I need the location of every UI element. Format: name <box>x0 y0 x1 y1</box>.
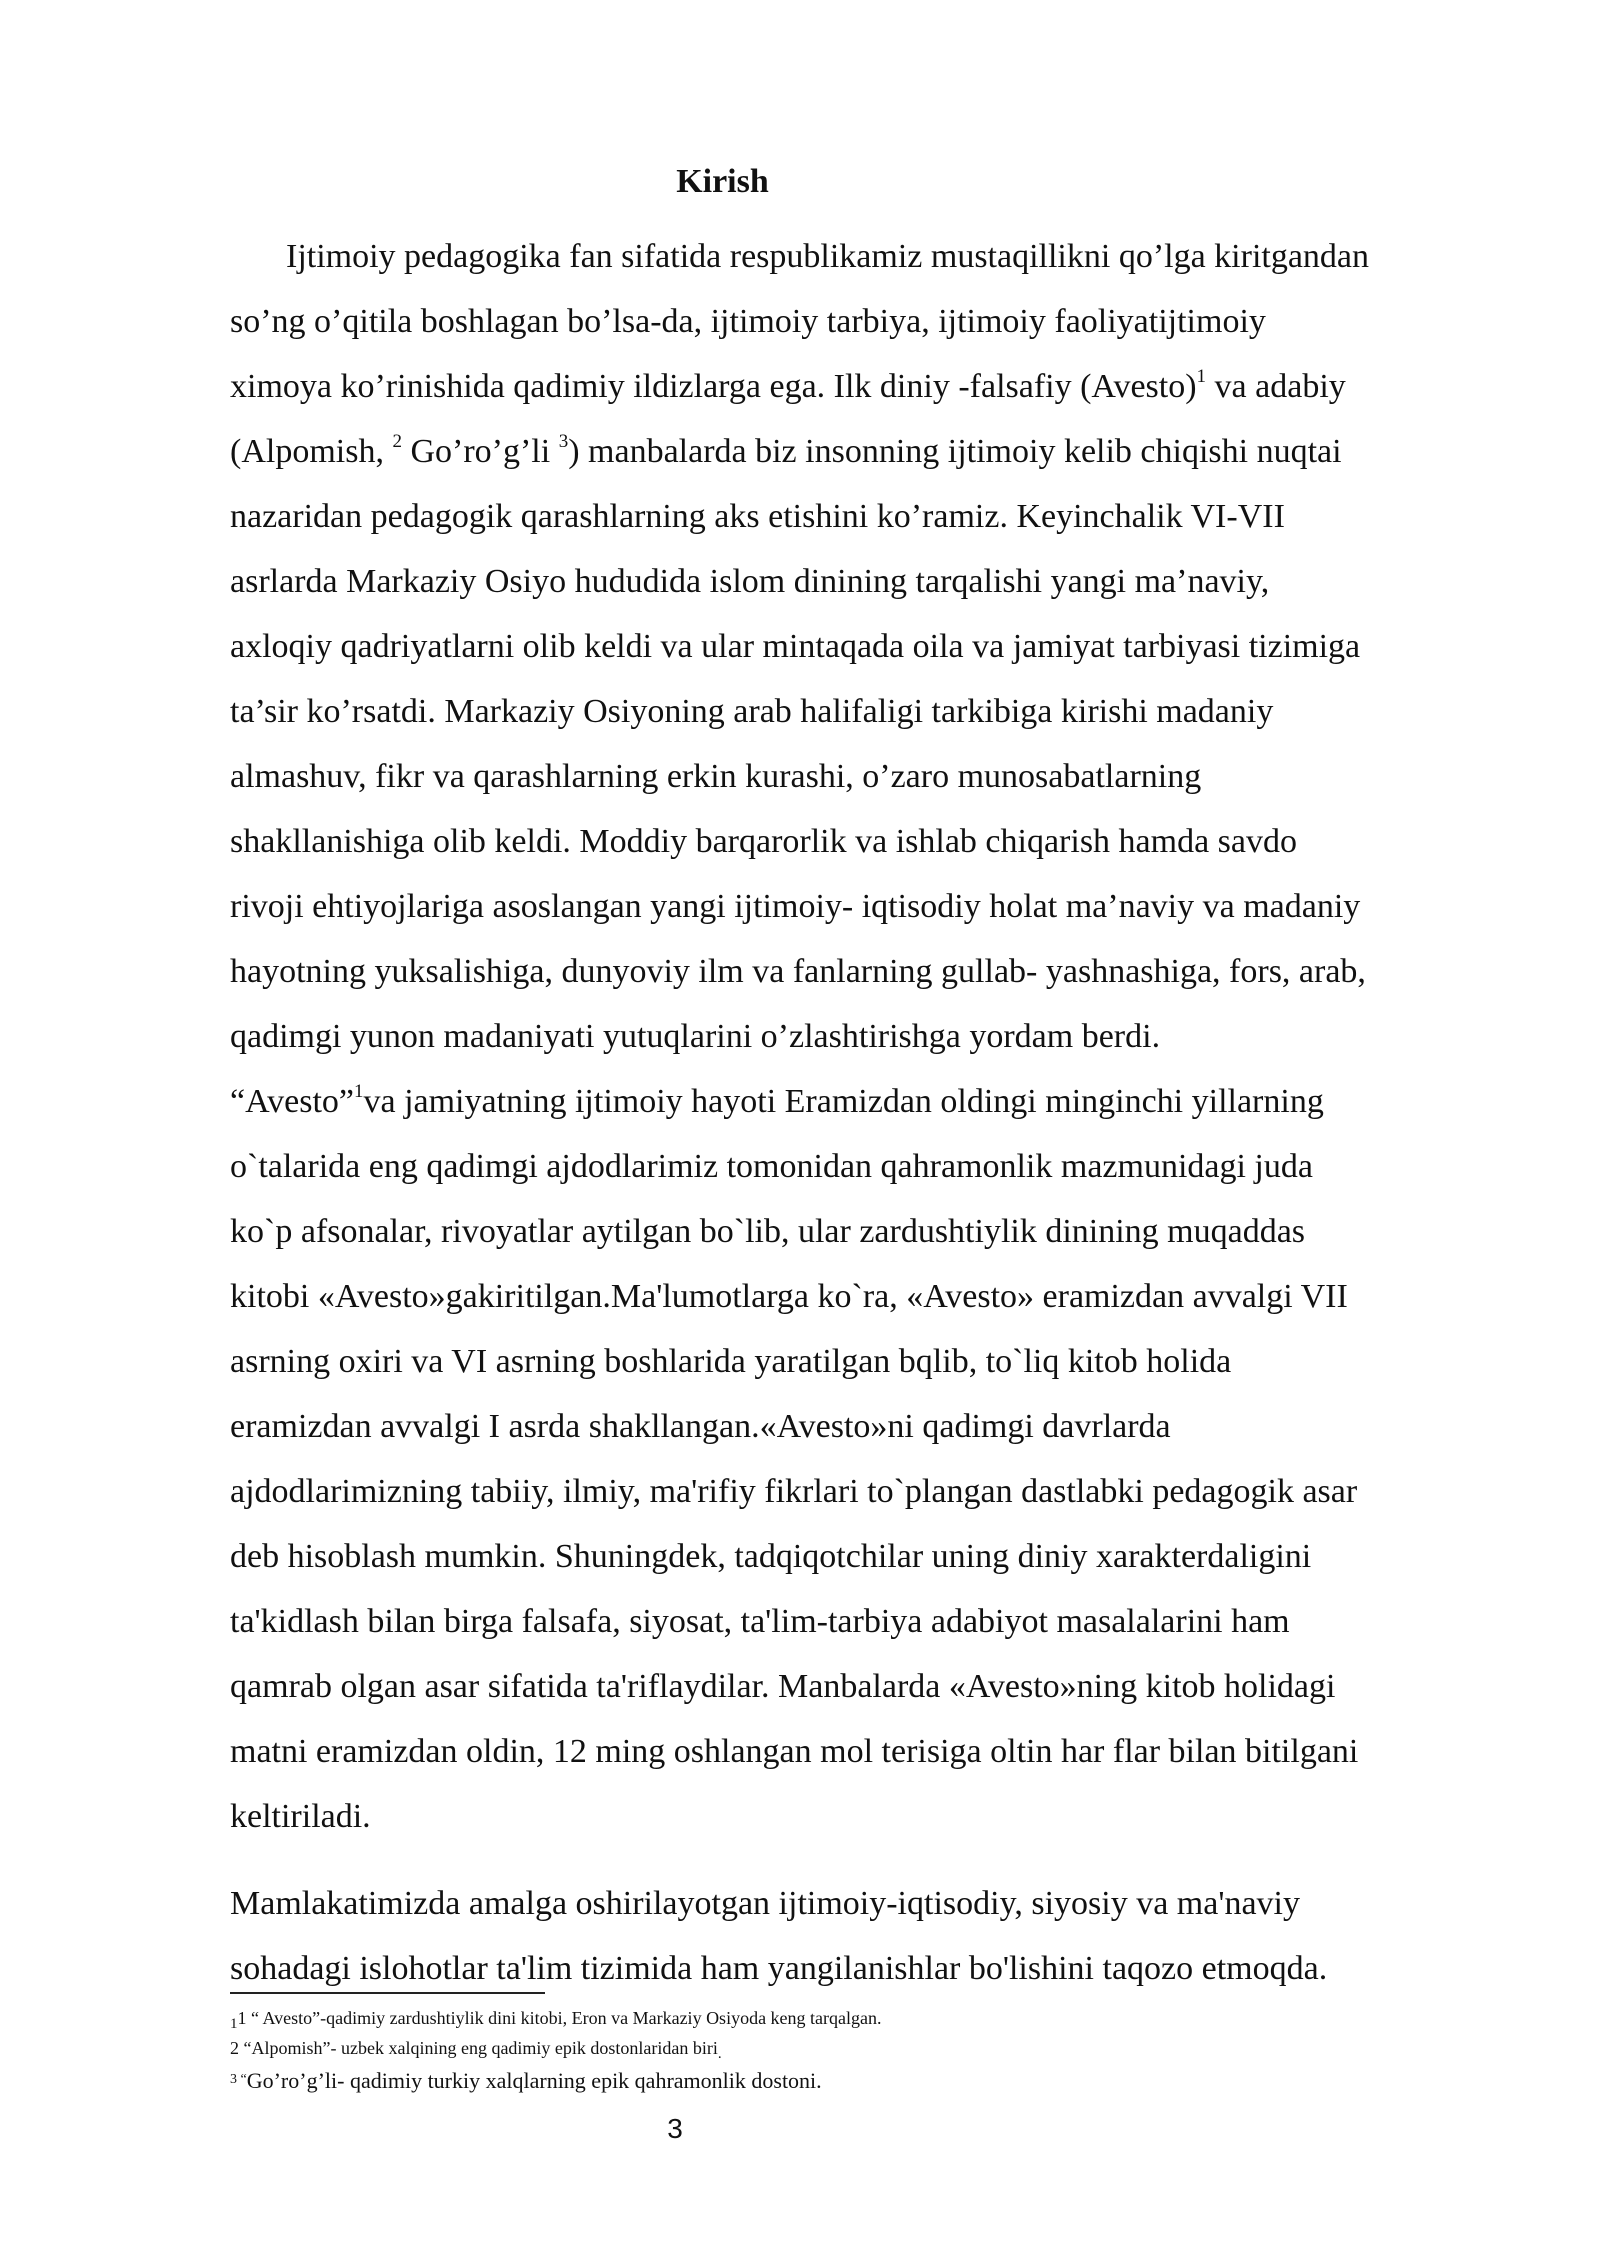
footnote-ref-3[interactable]: 3 <box>558 430 569 452</box>
text-line: matni eramizdan oldin, 12 ming oshlangan mol terisiga oltin har flar bilan bitilgani <box>230 1733 1359 1770</box>
text-line: asrlarda Markaziy Osiyo hududida islom dinining tarqalishi yangi ma’naviy, <box>230 563 1270 600</box>
text-line: axloqiy qadriyatlarni olib keldi va ular mintaqada oila va jamiyat tarbiyasi tizimiga <box>230 628 1361 665</box>
footnote-separator <box>230 1992 545 1994</box>
text-line: o`talarida eng qadimgi ajdodlarimiz tomonidan qahramonlik mazmunidagi juda <box>230 1148 1313 1185</box>
text-line: kitobi «Avesto»gakiritilgan.Ma'lumotlarga ko`ra, «Avesto» eramizdan avvalgi VII <box>230 1278 1348 1315</box>
text-line <box>230 354 1500 419</box>
text-line: ta'kidlash bilan birga falsafa, siyosat, ta'lim-tarbiya adabiyot masalalarini ham <box>230 1603 1290 1640</box>
text-line: ko`p afsonalar, rivoyatlar aytilgan bo`lib, ular zardushtiylik dinining muqaddas <box>230 1213 1306 1250</box>
footnote-text: Go’ro’g’li- qadimiy turkiy xalqlarning epik qahramonlik dostoni. <box>246 2068 822 2093</box>
footnote-ref-1[interactable]: 1 <box>1196 365 1207 387</box>
footnote-1 <box>230 2004 1500 2034</box>
text-span: va jamiyatning ijtimoiy hayoti Eramizdan oldingi minginchi yillarning <box>363 1083 1324 1120</box>
text-line: ta’sir ko’rsatdi. Markaziy Osiyoning arab halifaligi tarkibiga kirishi madaniy <box>230 693 1274 730</box>
text-line: qamrab olgan asar sifatida ta'riflaydilar. Manbalarda «Avesto»ning kitob holidagi <box>230 1668 1336 1705</box>
text-line: sohadagi islohotlar ta'lim tizimida ham yangilanishlar bo'lishini taqozo etmoqda. <box>230 1950 1328 1987</box>
text-span: (Alpomish, <box>230 433 393 470</box>
text-line: shakllanishiga olib keldi. Moddiy barqarorlik va ishlab chiqarish hamda savdo <box>230 823 1297 860</box>
text-line: deb hisoblash mumkin. Shuningdek, tadqiqotchilar uning diniy xarakterdaligini <box>230 1538 1312 1575</box>
text-line <box>230 1069 1500 1134</box>
paragraph-intro <box>230 224 1500 1069</box>
footnote-trail: . <box>717 2046 722 2062</box>
text-line: Ijtimoiy pedagogika fan sifatida respublikamiz mustaqillikni qo’lga kiritgandan <box>286 238 1370 275</box>
paragraph-avesto <box>230 1069 1500 1849</box>
text-line: so’ng o’qitila boshlagan bo’lsa-da, ijtimoiy tarbiya, ijtimoiy faoliyatijtimoiy <box>230 303 1266 340</box>
text-span: ximoya ko’rinishida qadimiy ildizlarga ega. Ilk diniy -falsafiy (Avesto) <box>230 368 1197 405</box>
text-line <box>230 419 1500 484</box>
paragraph-reforms <box>230 1871 1500 2001</box>
main-text <box>230 224 1500 2001</box>
page-title: Kirish <box>676 163 769 200</box>
text-span: va adabiy <box>1206 368 1346 405</box>
text-line: nazaridan pedagogik qarashlarning aks etishini ko’ramiz. Keyinchalik VI-VII <box>230 498 1285 535</box>
text-line: Mamlakatimizda amalga oshirilayotgan ijtimoiy-iqtisodiy, siyosiy va ma'naviy <box>230 1885 1301 1922</box>
text-line: eramizdan avvalgi I asrda shakllangan.«Avesto»ni qadimgi davrlarda <box>230 1408 1171 1445</box>
text-span: “Avesto” <box>230 1083 354 1120</box>
text-line: rivoji ehtiyojlariga asoslangan yangi ijtimoiy- iqtisodiy holat ma’naviy va madaniy <box>230 888 1361 925</box>
text-line: hayotning yuksalishiga, dunyoviy ilm va fanlarning gullab- yashnashiga, fors, arab, <box>230 953 1366 990</box>
text-line: asrning oxiri va VI asrning boshlarida yaratilgan bqlib, to`liq kitob holida <box>230 1343 1232 1380</box>
text-span: ) manbalarda biz insonning ijtimoiy kelib chiqishi nuqtai <box>568 433 1342 470</box>
footnote-3 <box>230 2064 1500 2098</box>
footnote-text: 2 “Alpomish”- uzbek xalqining eng qadimiy epik dostonlaridan biri <box>230 2038 718 2058</box>
footnote-marker: 3 “ <box>230 2072 247 2087</box>
footnotes <box>230 2004 1500 2098</box>
text-line: keltiriladi. <box>230 1798 371 1835</box>
text-line: ajdodlarimizning tabiiy, ilmiy, ma'rifiy fikrlari to`plangan dastlabki pedagogik asar <box>230 1473 1358 1510</box>
text-span: Go’ro’g’li <box>401 433 559 470</box>
text-line: qadimgi yunon madaniyati yutuqlarini o’zlashtirishga yordam berdi. <box>230 1018 1161 1055</box>
footnote-text: 1 “ Avesto”-qadimiy zardushtiylik dini kitobi, Eron va Markaziy Osiyoda keng tarqalgan. <box>237 2008 882 2028</box>
page-number: 3 <box>667 2113 683 2144</box>
footnote-ref-2[interactable]: 2 <box>392 430 402 452</box>
text-line: almashuv, fikr va qarashlarning erkin kurashi, o’zaro munosabatlarning <box>230 758 1202 795</box>
paragraph-gap <box>230 1849 1500 1871</box>
footnote-ref-1[interactable]: 1 <box>353 1080 364 1102</box>
footnote-marker: 1 <box>230 2016 238 2032</box>
footnote-2 <box>230 2034 1500 2064</box>
